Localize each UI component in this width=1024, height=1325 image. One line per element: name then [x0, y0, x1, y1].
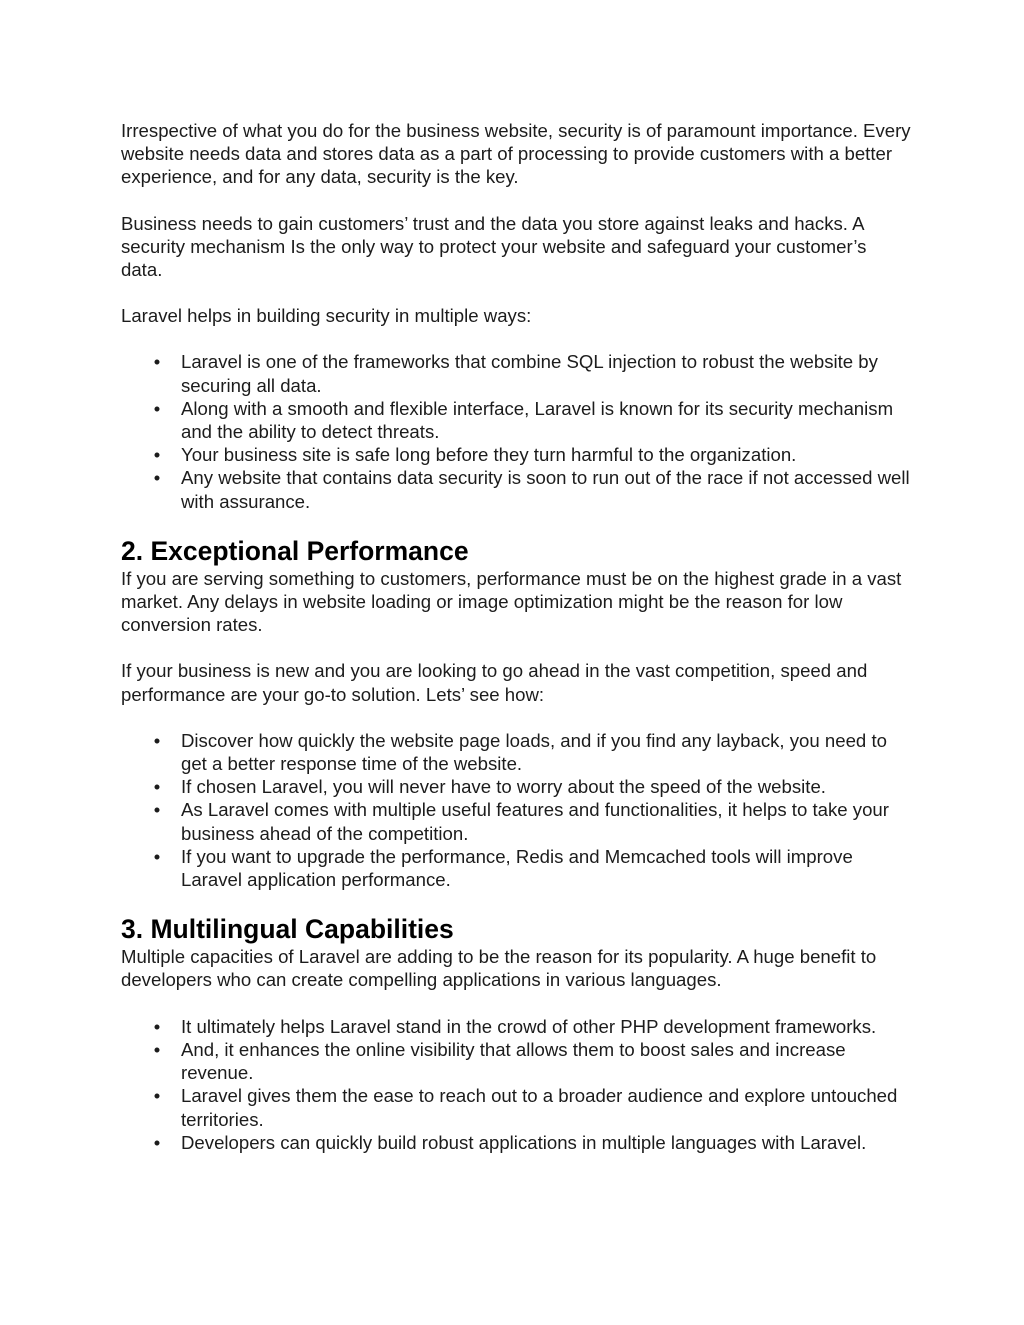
bullet-list	[121, 729, 911, 891]
paragraph: Business needs to gain customers’ trust and the data you store against leaks and hacks. A security mechanism Is the only way to protect your website and safeguard your customer’s data.	[121, 212, 867, 281]
bullet-icon: •	[153, 1085, 161, 1107]
list-item-text: Laravel is one of the frameworks that combine SQL injection to robust the website by securing all data.	[181, 351, 878, 396]
bullet-icon: •	[153, 351, 161, 373]
list-item-text: Along with a smooth and flexible interface, Laravel is known for its security mechanism and the ability to detect threats.	[181, 397, 894, 443]
security-section	[121, 119, 911, 513]
paragraph: If you are serving something to customers, performance must be on the highest grade in a vast market. Any delays in website loading or image optimization might be the reason for low conversion rates.	[121, 567, 902, 636]
list-item	[121, 1038, 911, 1084]
bullet-icon: •	[153, 444, 161, 466]
bullet-icon: •	[153, 1131, 161, 1153]
list-item-text: Developers can quickly build robust applications in multiple languages with Laravel.	[181, 1131, 867, 1153]
list-item-text: Laravel gives them the ease to reach out to a broader audience and explore untouched territories.	[181, 1085, 898, 1130]
list-item	[121, 845, 911, 891]
list-item	[121, 397, 911, 443]
list-item	[121, 443, 911, 466]
bullet-icon: •	[153, 799, 161, 821]
list-item	[121, 1015, 911, 1038]
list-item	[121, 775, 911, 798]
section-heading: 3. Multilingual Capabilities	[121, 914, 454, 945]
performance-section	[121, 536, 911, 891]
bullet-icon: •	[153, 397, 161, 419]
list-item-text: Your business site is safe long before they turn harmful to the organization.	[181, 444, 797, 466]
paragraph: Laravel helps in building security in multiple ways:	[121, 305, 532, 327]
section-heading: 2. Exceptional Performance	[121, 535, 469, 566]
bullet-icon: •	[153, 1038, 161, 1060]
list-item	[121, 466, 911, 512]
list-item-text: Discover how quickly the website page loads, and if you find any layback, you need to get a better response time of the website.	[181, 729, 887, 775]
list-item-text: As Laravel comes with multiple useful features and functionalities, it helps to take your business ahead of the competition.	[181, 799, 889, 844]
paragraph: Multiple capacities of Laravel are adding to be the reason for its popularity. A huge benefit to developers who can create compelling applications in various languages.	[121, 946, 877, 991]
paragraph: If your business is new and you are looking to go ahead in the vast competition, speed and performance are your go-to solution. Lets’ see how:	[121, 660, 868, 705]
bullet-list	[121, 1015, 911, 1154]
list-item-text: And, it enhances the online visibility that allows them to boost sales and increase revenue.	[181, 1038, 846, 1084]
list-item	[121, 1131, 911, 1154]
list-item-text: If chosen Laravel, you will never have to worry about the speed of the website.	[181, 776, 826, 798]
multilingual-section	[121, 914, 911, 1154]
list-item-text: It ultimately helps Laravel stand in the crowd of other PHP development frameworks.	[181, 1015, 877, 1037]
bullet-icon: •	[153, 1015, 161, 1037]
bullet-list	[121, 350, 911, 512]
document-page	[121, 119, 911, 1177]
bullet-icon: •	[153, 776, 161, 798]
list-item	[121, 729, 911, 775]
list-item	[121, 1084, 911, 1130]
bullet-icon: •	[153, 845, 161, 867]
bullet-icon: •	[153, 729, 161, 751]
list-item-text: Any website that contains data security is soon to run out of the race if not accessed well with assurance.	[181, 467, 910, 512]
list-item	[121, 350, 911, 396]
list-item	[121, 798, 911, 844]
paragraph: Irrespective of what you do for the business website, security is of paramount importance. Every website needs data and stores data as a part of processing to provide customers with a better experience, and for any data, security is the key.	[121, 120, 911, 188]
list-item-text: If you want to upgrade the performance, Redis and Memcached tools will improve Laravel application performance.	[181, 845, 853, 891]
bullet-icon: •	[153, 467, 161, 489]
